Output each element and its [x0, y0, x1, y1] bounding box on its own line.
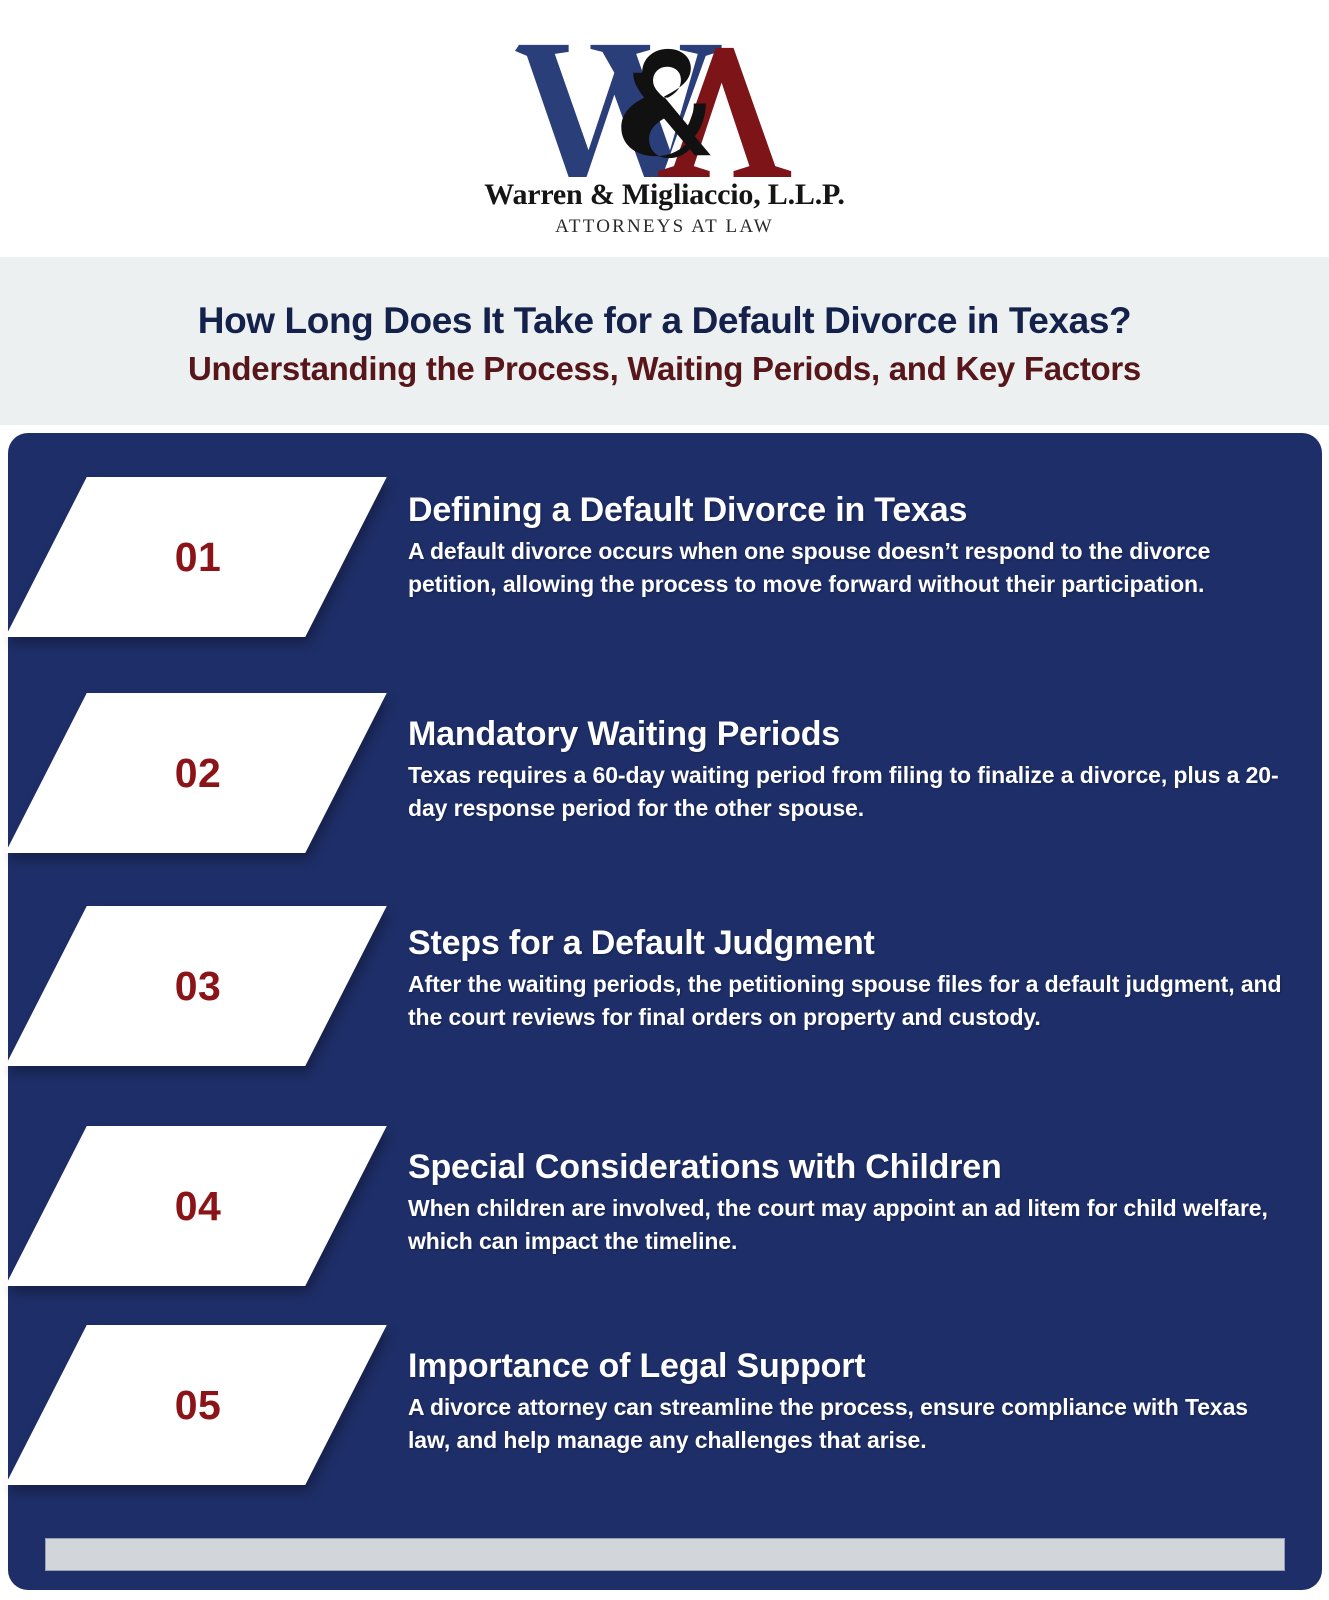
step-body: A default divorce occurs when one spouse doesn’t respond to the divorce petition, allowing the process to move forward without their participation.	[408, 538, 1211, 597]
step-number-badge	[46, 906, 346, 1066]
firm-logo	[455, 21, 875, 236]
title-band	[0, 257, 1329, 425]
step-title: Importance of Legal Support	[408, 1347, 866, 1385]
step-text-block	[408, 715, 1288, 825]
step-number: 01	[174, 533, 222, 580]
step-text-block	[408, 1347, 1288, 1457]
page-title: How Long Does It Take for a Default Divorce in Texas?	[197, 300, 1132, 342]
logo-tagline: ATTORNEYS AT LAW	[555, 216, 774, 237]
step-body: After the waiting periods, the petitioning spouse files for a default judgment, and the court reviews for final orders on property and custody.	[408, 971, 1282, 1030]
logo-firm-name: Warren & Migliaccio, L.L.P.	[484, 178, 845, 211]
step-title: Special Considerations with Children	[408, 1148, 1002, 1186]
step-number: 04	[174, 1182, 222, 1229]
wm-monogram-icon	[510, 35, 820, 184]
step-number-badge	[46, 477, 346, 637]
step-item	[8, 455, 1322, 640]
step-item	[8, 888, 1322, 1073]
footer-bar	[45, 1538, 1285, 1571]
step-text-block	[408, 491, 1288, 601]
step-item	[8, 1313, 1322, 1498]
step-title: Defining a Default Divorce in Texas	[408, 491, 968, 529]
step-number-badge	[46, 1325, 346, 1485]
steps-card	[8, 433, 1322, 1590]
logo-band	[0, 0, 1329, 257]
step-number: 03	[174, 962, 222, 1009]
step-body: Texas requires a 60-day waiting period from filing to finalize a divorce, plus a 20-day response period for the other spouse.	[408, 762, 1279, 821]
step-title: Mandatory Waiting Periods	[408, 715, 841, 753]
step-number: 05	[174, 1381, 222, 1428]
step-text-block	[408, 1148, 1288, 1258]
step-number-badge	[46, 693, 346, 853]
step-number: 02	[174, 749, 222, 796]
step-number-badge	[46, 1126, 346, 1286]
step-body: When children are involved, the court may appoint an ad litem for child welfare, which can impact the timeline.	[408, 1195, 1268, 1254]
step-item	[8, 1108, 1322, 1293]
step-item	[8, 675, 1322, 860]
step-body: A divorce attorney can streamline the process, ensure compliance with Texas law, and help manage any challenges that arise.	[408, 1394, 1248, 1453]
step-title: Steps for a Default Judgment	[408, 924, 875, 962]
step-text-block	[408, 924, 1288, 1034]
page-subtitle: Understanding the Process, Waiting Periods, and Key Factors	[188, 349, 1141, 387]
